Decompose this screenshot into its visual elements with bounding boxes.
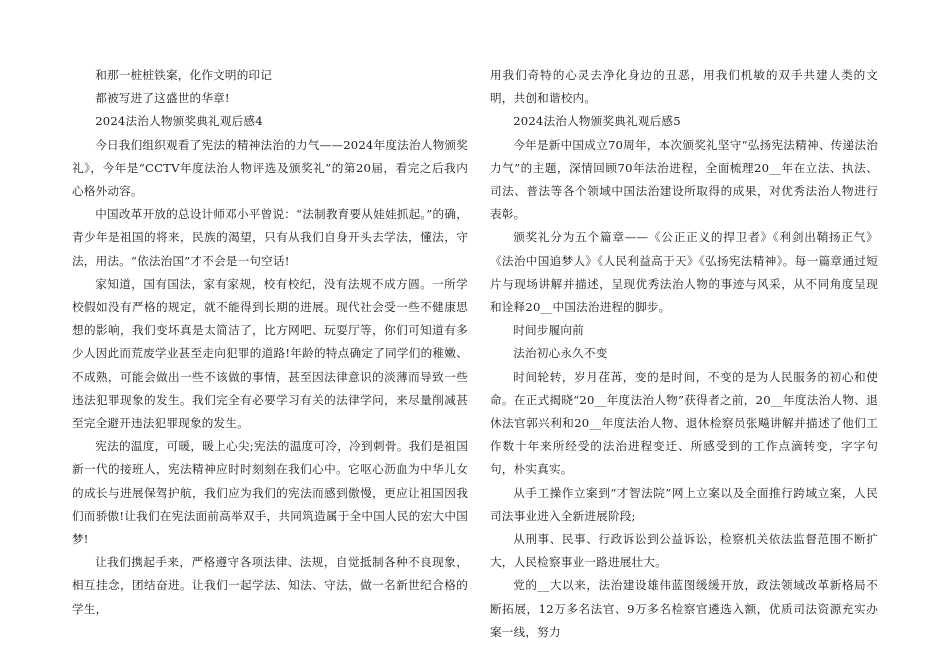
paragraph: 用我们奇特的心灵去净化身边的丑恶，用我们机敏的双手共建人类的文明，共创和谐校内。 <box>490 68 878 106</box>
section-heading: 2024法治人物颁奖典礼观后感5 <box>513 114 681 129</box>
paragraph: 和那一桩桩铁案，化作文明的印记 <box>95 68 273 82</box>
paragraph: 都被写进了这盛世的华章! <box>95 91 230 106</box>
right-column <box>490 64 878 644</box>
paragraph: 今日我们组织观看了宪法的精神法治的力气——2024年度法治人物颁奖礼》，今年是“CCTV年度法治人物评选及颁奖礼”的第20届，看完之后我内心格外动容。 <box>72 137 468 199</box>
paragraph: 从手工操作立案到“才智法院”网上立案以及全面推行跨域立案，人民司法事业进入全新进展阶段; <box>490 485 878 523</box>
left-column <box>72 64 468 621</box>
paragraph: 宪法的温度，可暖，暖上心尖;宪法的温度可冷，冷到刺骨。我们是祖国新一代的接班人，宪法精神应时时刻刻在我们心中。它呕心沥血为中华儿女的成长与进展保驾护航，我们应为我们的宪法而感到傲慢，更应让祖国因我们而骄傲!让我们在宪法面前高举双手，共同筑造属于全中国人民的宏大中国梦! <box>72 439 468 547</box>
paragraph: 让我们携起手来，严格遵守各项法律、法规，自觉抵制各种不良现象，相互挂念，团结奋进。让我们一起学法、知法、守法，做一名新世纪合格的学生， <box>72 555 468 616</box>
subheading: 法治初心永久不变 <box>513 346 608 361</box>
paragraph: 时间轮转，岁月荏苒，变的是时间，不变的是为人民服务的初心和使命。在正式揭晓“20__年度法治人物”获得者之前，20__年度法治人物、退休法官郭兴利和20__年度法治人物、退休检察员张飚讲解并描述了他们工作数十年来所经受的法治进程变迁、所感受到的工作点滴转变，字字句句，朴实真实。 <box>490 369 878 477</box>
paragraph: 家知道，国有国法，家有家规，校有校纪，没有法规不成方圆。一所学校假如没有严格的规定，就不能得到长期的进展。现代社会受一些不健康思想的影响，我们变坏真是太简洁了，比方网吧、玩耍厅等，你们可知道有多少人因此而荒废学业甚至走向犯罪的道路!年龄的特点确定了同学们的稚嫩、不成熟，可能会做出一些不该做的事情，甚至因法律意识的淡薄而导致一些违法犯罪现象的发生。我们完全有必要学习有关的法律学问，来尽量削减甚至完全避开违法犯罪现象的发生。 <box>72 276 468 431</box>
paragraph: 今年是新中国成立70周年，本次颁奖礼坚守“弘扬宪法精神、传递法治力气”的主题，深情回顾70年法治进程，全面梳理20__年在立法、执法、司法、普法等各个领域中国法治建设所取得的成果，对优秀法治人物进行表彰。 <box>490 137 878 222</box>
paragraph: 中国改革开放的总设计师邓小平曾说：“法制教育要从娃娃抓起。”的确，青少年是祖国的将来，民族的渴望，只有从我们自身开头去学法，懂法，守法，用法。“依法治国”才不会是一句空话! <box>72 207 468 268</box>
section-heading: 2024法治人物颁奖典礼观后感4 <box>95 114 263 129</box>
subheading: 时间步履向前 <box>513 323 584 338</box>
paragraph: 颁奖礼分为五个篇章——《公正正义的捍卫者》《利剑出鞘扬正气》《法治中国追梦人》《人民利益高于天》《弘扬宪法精神》。每一篇章通过短片与现场讲解并描述，呈现优秀法治人物的事迹与风采，从不同角度呈现和诠释20__中国法治进程的脚步。 <box>490 230 878 315</box>
paragraph: 党的__大以来，法治建设雄伟蓝图缓缓开放，政法领域改革新格局不断拓展，12万多名法官、9万多名检察官遴选入额，优质司法资源充实办案一线，努力 <box>490 578 878 639</box>
paragraph: 从刑事、民事、行政诉讼到公益诉讼，检察机关依法监督范围不断扩大，人民检察事业一路进展壮大。 <box>490 532 878 570</box>
